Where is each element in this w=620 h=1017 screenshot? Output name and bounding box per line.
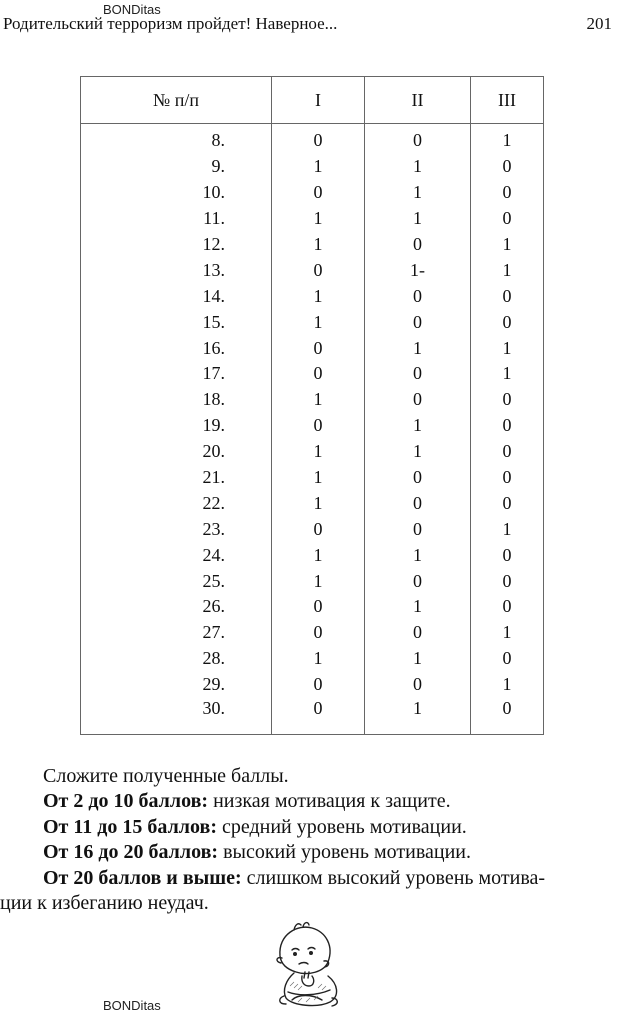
col-header-number: № п/п: [81, 77, 272, 124]
cell-iii: 0: [471, 542, 544, 568]
cell-ii: 1: [365, 439, 471, 465]
continuation-line: ции к избеганию неудач.: [0, 892, 209, 915]
cell-number: 26.: [81, 594, 272, 620]
cell-ii: 0: [365, 620, 471, 646]
cell-ii: 0: [365, 516, 471, 542]
cell-iii: 1: [471, 620, 544, 646]
cell-iii: 0: [471, 283, 544, 309]
table-row: [81, 465, 544, 491]
cell-i: 0: [272, 594, 365, 620]
cell-number: 19.: [81, 413, 272, 439]
cell-i: 1: [272, 465, 365, 491]
cell-number: 27.: [81, 620, 272, 646]
cell-i: 1: [272, 154, 365, 180]
cell-iii: 0: [471, 154, 544, 180]
cell-ii: 1: [365, 413, 471, 439]
cell-i: 0: [272, 413, 365, 439]
table-row: [81, 206, 544, 232]
table-row: [81, 542, 544, 568]
cell-i: 1: [272, 646, 365, 672]
level-line-1: [0, 789, 620, 814]
cell-i: 1: [272, 206, 365, 232]
cell-iii: 1: [471, 232, 544, 258]
cell-iii: 0: [471, 698, 544, 735]
page-number: 201: [586, 14, 612, 33]
table-row: [81, 439, 544, 465]
table-row: [81, 154, 544, 180]
table-row: [81, 672, 544, 698]
cell-iii: 0: [471, 387, 544, 413]
cell-number: 17.: [81, 361, 272, 387]
table-row: [81, 335, 544, 361]
table-row: [81, 180, 544, 206]
cell-number: 23.: [81, 516, 272, 542]
cell-ii: 1: [365, 542, 471, 568]
cell-i: 0: [272, 361, 365, 387]
level-desc: низкая мотивация к защите.: [208, 790, 451, 813]
cell-number: 11.: [81, 206, 272, 232]
cell-iii: 0: [471, 594, 544, 620]
cell-ii: 1: [365, 335, 471, 361]
table-row: [81, 124, 544, 154]
table-row: [81, 309, 544, 335]
cell-number: 8.: [81, 124, 272, 154]
cell-number: 18.: [81, 387, 272, 413]
cell-ii: 0: [365, 672, 471, 698]
cell-number: 10.: [81, 180, 272, 206]
table-row: [81, 646, 544, 672]
cell-i: 0: [272, 257, 365, 283]
cell-i: 1: [272, 439, 365, 465]
level-desc: высокий уровень мотивации.: [218, 841, 471, 864]
watermark-top: BONDitas: [103, 2, 161, 17]
cell-ii: 0: [365, 361, 471, 387]
cell-ii: 1: [365, 594, 471, 620]
cell-i: 0: [272, 698, 365, 735]
cell-iii: 1: [471, 516, 544, 542]
cell-number: 29.: [81, 672, 272, 698]
cell-number: 9.: [81, 154, 272, 180]
cell-number: 20.: [81, 439, 272, 465]
running-head: Родительский терроризм пройдет! Наверное...: [3, 14, 338, 33]
cell-i: 1: [272, 387, 365, 413]
table-row: [81, 568, 544, 594]
cell-iii: 1: [471, 361, 544, 387]
cell-ii: 1: [365, 206, 471, 232]
table-body: [81, 124, 544, 735]
level-desc: слишком высокий уровень мотива-: [241, 866, 546, 889]
cell-iii: 0: [471, 309, 544, 335]
table-row: [81, 413, 544, 439]
cell-iii: 0: [471, 646, 544, 672]
cell-ii: 0: [365, 490, 471, 516]
table-row: [81, 620, 544, 646]
cell-iii: 0: [471, 180, 544, 206]
cell-number: 25.: [81, 568, 272, 594]
cell-i: 0: [272, 124, 365, 154]
table-row: [81, 516, 544, 542]
cell-ii: 1: [365, 154, 471, 180]
table-row: [81, 594, 544, 620]
cell-ii: 0: [365, 387, 471, 413]
cell-i: 0: [272, 180, 365, 206]
cell-number: 15.: [81, 309, 272, 335]
cell-iii: 0: [471, 439, 544, 465]
cell-number: 13.: [81, 257, 272, 283]
cell-iii: 0: [471, 490, 544, 516]
cell-ii: 0: [365, 309, 471, 335]
cell-ii: 0: [365, 568, 471, 594]
cell-i: 1: [272, 283, 365, 309]
cell-number: 21.: [81, 465, 272, 491]
cell-ii: 1-: [365, 257, 471, 283]
col-header-ii: II: [365, 77, 471, 124]
level-range: От 16 до 20 баллов:: [43, 841, 219, 864]
level-range: От 11 до 15 баллов:: [43, 815, 217, 838]
cell-i: 1: [272, 309, 365, 335]
cell-i: 1: [272, 490, 365, 516]
cell-number: 12.: [81, 232, 272, 258]
cell-ii: 0: [365, 232, 471, 258]
col-header-iii: III: [471, 77, 544, 124]
cell-number: 30.: [81, 698, 272, 735]
cell-number: 14.: [81, 283, 272, 309]
cell-i: 0: [272, 335, 365, 361]
cell-i: 1: [272, 542, 365, 568]
cell-iii: 1: [471, 257, 544, 283]
cell-number: 28.: [81, 646, 272, 672]
cell-iii: 0: [471, 465, 544, 491]
cell-ii: 1: [365, 646, 471, 672]
table-row: [81, 361, 544, 387]
scores-table: [80, 76, 544, 735]
cell-iii: 0: [471, 568, 544, 594]
cell-i: 0: [272, 672, 365, 698]
cell-i: 0: [272, 516, 365, 542]
cell-i: 1: [272, 568, 365, 594]
cell-ii: 1: [365, 180, 471, 206]
cell-i: 0: [272, 620, 365, 646]
cell-ii: 0: [365, 124, 471, 154]
level-desc: средний уровень мотивации.: [216, 815, 467, 838]
cell-iii: 0: [471, 206, 544, 232]
col-header-i: I: [272, 77, 365, 124]
cell-number: 24.: [81, 542, 272, 568]
scoring-text: [0, 764, 620, 916]
cell-ii: 0: [365, 465, 471, 491]
baby-cartoon-icon: [268, 916, 348, 1011]
cell-iii: 1: [471, 335, 544, 361]
intro-line: Сложите полученные баллы.: [43, 765, 289, 787]
table-row: [81, 257, 544, 283]
cell-ii: 1: [365, 698, 471, 735]
table-row: [81, 698, 544, 735]
table-row: [81, 387, 544, 413]
cell-number: 22.: [81, 490, 272, 516]
table-row: [81, 490, 544, 516]
cell-ii: 0: [365, 283, 471, 309]
cell-iii: 1: [471, 124, 544, 154]
cell-i: 1: [272, 232, 365, 258]
table-row: [81, 283, 544, 309]
cell-iii: 0: [471, 413, 544, 439]
level-range: От 2 до 10 баллов:: [43, 790, 209, 813]
table-row: [81, 232, 544, 258]
watermark-bottom: BONDitas: [103, 998, 161, 1013]
level-line-3: [0, 840, 620, 865]
level-line-4: [0, 866, 620, 891]
cell-number: 16.: [81, 335, 272, 361]
level-range: От 20 баллов и выше:: [43, 866, 242, 889]
cell-iii: 1: [471, 672, 544, 698]
level-line-2: [0, 815, 620, 840]
table-header-row: [81, 77, 544, 124]
